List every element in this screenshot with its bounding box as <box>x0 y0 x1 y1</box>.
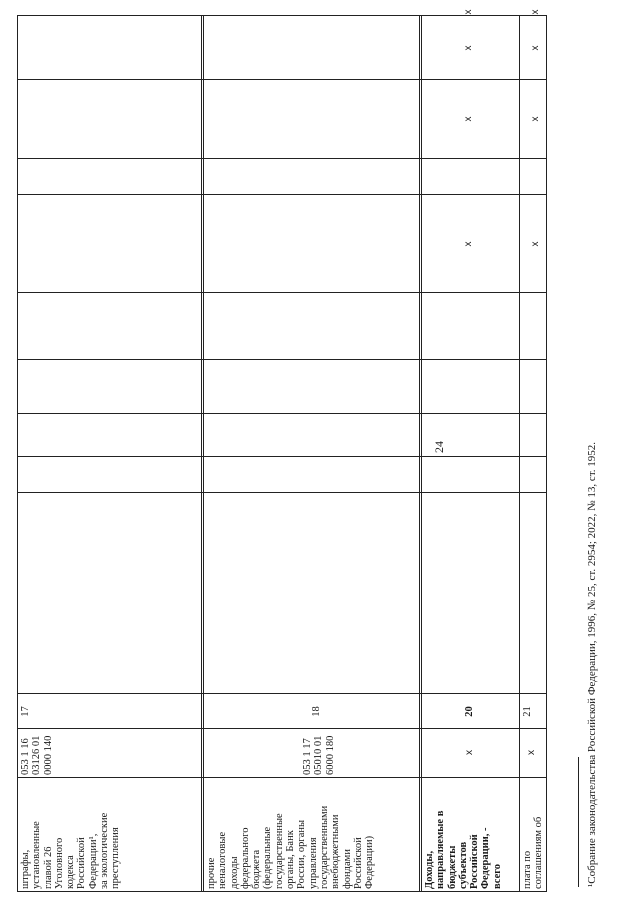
cross-mark: x <box>530 116 541 122</box>
cross-mark: x <box>463 45 474 51</box>
label-line: государственные <box>273 813 285 889</box>
label-line: федерального <box>239 827 251 889</box>
footnote: ¹Собрание законодательства Российской Федерации, 1996, № 25, ст. 2954; 2022, № 13, ст. 1952. <box>586 441 598 887</box>
cross-mark: x <box>530 9 541 15</box>
row-line-number: 21 <box>522 706 533 717</box>
row-line-number: 18 <box>311 706 322 717</box>
cross-mark: x <box>463 9 474 15</box>
code-line: 0000 140 <box>42 735 54 775</box>
code-line: 05010 01 <box>313 735 325 775</box>
code-line: x <box>525 749 537 756</box>
label-line: (федеральные <box>262 826 274 889</box>
row-line-number: 20 <box>464 706 475 717</box>
code-line: 6000 180 <box>324 735 336 775</box>
row-line-number: 17 <box>20 706 31 717</box>
label-line: управления <box>307 837 319 889</box>
label-line: неналоговые <box>217 831 229 889</box>
cross-mark: x <box>530 241 541 247</box>
label-line: внебюджетными <box>330 814 342 889</box>
label-line: прочие <box>206 857 217 889</box>
cross-mark: x <box>463 116 474 122</box>
label-line: Уголовного <box>53 837 65 889</box>
label-line: бюджеты <box>446 845 458 889</box>
label-line: штрафы, <box>20 849 31 889</box>
label-line: бюджета <box>251 849 263 889</box>
cross-mark: x <box>463 241 474 247</box>
label-line: Российской <box>76 837 88 889</box>
label-line: направляемые в <box>435 810 447 889</box>
label-line: кодекса <box>65 855 77 889</box>
label-line: Российской <box>352 837 364 889</box>
label-line: России, органы <box>296 819 308 889</box>
page-number: 24 <box>432 441 446 453</box>
label-line: Федерации¹, <box>87 833 99 889</box>
label-line: плата по <box>522 850 533 889</box>
label-line: за экологические <box>99 812 111 889</box>
code-line: 03126 01 <box>31 735 43 775</box>
label-line: главой 26 <box>42 846 54 889</box>
code-line: 053 1 16 <box>20 738 31 775</box>
label-line: соглашениям об <box>533 816 545 889</box>
label-line: Доходы, <box>424 850 435 889</box>
label-line: установленные <box>31 821 43 889</box>
label-line: фондами <box>341 849 353 889</box>
label-line: преступления <box>110 827 122 889</box>
code-line: 053 1 17 <box>302 738 313 775</box>
label-line: Федерации, - <box>480 827 492 889</box>
label-line: Федерации) <box>364 835 376 889</box>
label-line: государственными <box>318 805 330 889</box>
cross-mark: x <box>530 45 541 51</box>
label-line: субъектов <box>457 841 469 889</box>
label-line: Российской <box>469 834 481 889</box>
label-line: органы, Банк <box>285 830 297 889</box>
label-line: доходы <box>228 856 240 889</box>
code-line: x <box>463 749 475 756</box>
label-line: всего <box>491 863 503 889</box>
